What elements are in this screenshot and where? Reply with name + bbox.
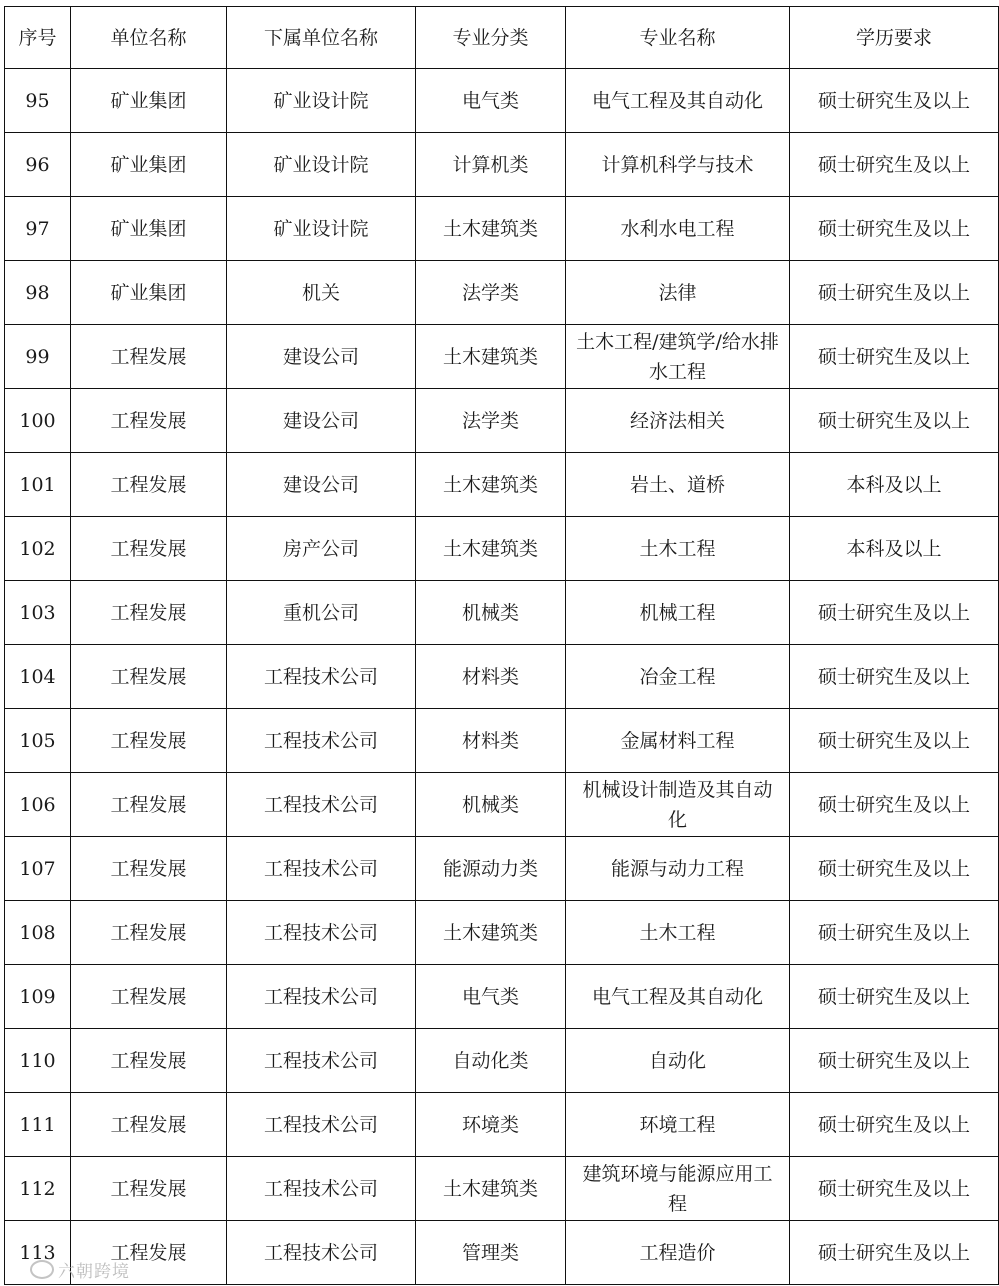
cell-major: 工程造价 — [566, 1221, 790, 1285]
cell-education: 硕士研究生及以上 — [790, 1221, 999, 1285]
cell-category: 环境类 — [416, 1093, 566, 1157]
cell-unit: 工程发展 — [71, 773, 227, 837]
table-row — [5, 517, 999, 581]
cell-unit: 工程发展 — [71, 645, 227, 709]
cell-major: 计算机科学与技术 — [566, 133, 790, 197]
cell-education: 硕士研究生及以上 — [790, 1157, 999, 1221]
cell-education: 硕士研究生及以上 — [790, 389, 999, 453]
header-unit: 单位名称 — [71, 7, 227, 69]
watermark — [30, 1257, 130, 1282]
cell-unit: 矿业集团 — [71, 69, 227, 133]
cell-education: 硕士研究生及以上 — [790, 581, 999, 645]
cell-sub-unit: 机关 — [227, 261, 416, 325]
table-row — [5, 389, 999, 453]
cell-education: 硕士研究生及以上 — [790, 261, 999, 325]
cell-seq: 96 — [5, 133, 71, 197]
table-row — [5, 69, 999, 133]
header-category: 专业分类 — [416, 7, 566, 69]
cell-major: 岩土、道桥 — [566, 453, 790, 517]
cell-unit: 工程发展 — [71, 965, 227, 1029]
cell-education: 硕士研究生及以上 — [790, 325, 999, 389]
cell-major: 土木工程/建筑学/给水排水工程 — [566, 325, 790, 389]
table-row — [5, 1157, 999, 1221]
cell-seq: 108 — [5, 901, 71, 965]
cell-seq: 100 — [5, 389, 71, 453]
cell-major: 土木工程 — [566, 901, 790, 965]
cell-category: 自动化类 — [416, 1029, 566, 1093]
cell-category: 电气类 — [416, 965, 566, 1029]
cell-unit: 工程发展 — [71, 1221, 227, 1285]
cell-sub-unit: 工程技术公司 — [227, 1157, 416, 1221]
table-row — [5, 1221, 999, 1285]
watermark-logo-icon — [30, 1260, 54, 1279]
cell-unit: 工程发展 — [71, 581, 227, 645]
header-education: 学历要求 — [790, 7, 999, 69]
cell-sub-unit: 建设公司 — [227, 325, 416, 389]
table-row — [5, 1029, 999, 1093]
table-row — [5, 325, 999, 389]
cell-education: 硕士研究生及以上 — [790, 133, 999, 197]
cell-seq: 107 — [5, 837, 71, 901]
header-seq: 序号 — [5, 7, 71, 69]
cell-seq: 103 — [5, 581, 71, 645]
cell-seq: 98 — [5, 261, 71, 325]
cell-category: 机械类 — [416, 581, 566, 645]
cell-category: 计算机类 — [416, 133, 566, 197]
recruitment-table — [4, 6, 999, 1285]
cell-seq: 105 — [5, 709, 71, 773]
cell-category: 法学类 — [416, 389, 566, 453]
table-row — [5, 1093, 999, 1157]
cell-category: 土木建筑类 — [416, 325, 566, 389]
table-header-row — [5, 7, 999, 69]
cell-major: 土木工程 — [566, 517, 790, 581]
cell-seq: 109 — [5, 965, 71, 1029]
table-body — [5, 69, 999, 1285]
cell-seq: 102 — [5, 517, 71, 581]
cell-category: 管理类 — [416, 1221, 566, 1285]
cell-education: 硕士研究生及以上 — [790, 773, 999, 837]
cell-category: 机械类 — [416, 773, 566, 837]
table-row — [5, 709, 999, 773]
cell-education: 硕士研究生及以上 — [790, 69, 999, 133]
cell-education: 硕士研究生及以上 — [790, 965, 999, 1029]
cell-seq: 106 — [5, 773, 71, 837]
cell-category: 材料类 — [416, 645, 566, 709]
cell-major: 电气工程及其自动化 — [566, 965, 790, 1029]
cell-unit: 工程发展 — [71, 709, 227, 773]
cell-category: 土木建筑类 — [416, 197, 566, 261]
cell-education: 硕士研究生及以上 — [790, 709, 999, 773]
cell-education: 硕士研究生及以上 — [790, 1093, 999, 1157]
cell-unit: 工程发展 — [71, 901, 227, 965]
cell-major: 自动化 — [566, 1029, 790, 1093]
cell-sub-unit: 房产公司 — [227, 517, 416, 581]
cell-sub-unit: 工程技术公司 — [227, 1029, 416, 1093]
cell-major: 冶金工程 — [566, 645, 790, 709]
table-row — [5, 901, 999, 965]
cell-sub-unit: 工程技术公司 — [227, 773, 416, 837]
cell-major: 金属材料工程 — [566, 709, 790, 773]
cell-sub-unit: 工程技术公司 — [227, 901, 416, 965]
cell-seq: 101 — [5, 453, 71, 517]
cell-major: 能源与动力工程 — [566, 837, 790, 901]
cell-sub-unit: 工程技术公司 — [227, 1093, 416, 1157]
cell-category: 土木建筑类 — [416, 453, 566, 517]
cell-unit: 工程发展 — [71, 837, 227, 901]
cell-category: 电气类 — [416, 69, 566, 133]
cell-category: 土木建筑类 — [416, 1157, 566, 1221]
table-row — [5, 645, 999, 709]
cell-major: 电气工程及其自动化 — [566, 69, 790, 133]
cell-sub-unit: 矿业设计院 — [227, 197, 416, 261]
table-row — [5, 453, 999, 517]
cell-sub-unit: 工程技术公司 — [227, 965, 416, 1029]
cell-education: 硕士研究生及以上 — [790, 837, 999, 901]
table-row — [5, 581, 999, 645]
header-sub-unit: 下属单位名称 — [227, 7, 416, 69]
cell-unit: 工程发展 — [71, 517, 227, 581]
cell-seq: 97 — [5, 197, 71, 261]
cell-unit: 工程发展 — [71, 453, 227, 517]
cell-unit: 工程发展 — [71, 1093, 227, 1157]
cell-seq: 113 — [5, 1221, 71, 1285]
table-row — [5, 133, 999, 197]
cell-education: 本科及以上 — [790, 453, 999, 517]
table-row — [5, 965, 999, 1029]
cell-unit: 工程发展 — [71, 1029, 227, 1093]
watermark-text: 六朝跨境 — [58, 1262, 130, 1282]
cell-education: 本科及以上 — [790, 517, 999, 581]
table-row — [5, 197, 999, 261]
cell-seq: 112 — [5, 1157, 71, 1221]
cell-seq: 95 — [5, 69, 71, 133]
cell-sub-unit: 工程技术公司 — [227, 1221, 416, 1285]
cell-major: 经济法相关 — [566, 389, 790, 453]
cell-seq: 104 — [5, 645, 71, 709]
table-row — [5, 773, 999, 837]
cell-major: 机械设计制造及其自动化 — [566, 773, 790, 837]
cell-sub-unit: 建设公司 — [227, 389, 416, 453]
cell-category: 材料类 — [416, 709, 566, 773]
cell-education: 硕士研究生及以上 — [790, 901, 999, 965]
table-row — [5, 261, 999, 325]
cell-sub-unit: 工程技术公司 — [227, 837, 416, 901]
cell-education: 硕士研究生及以上 — [790, 197, 999, 261]
cell-major: 环境工程 — [566, 1093, 790, 1157]
cell-seq: 99 — [5, 325, 71, 389]
cell-unit: 矿业集团 — [71, 261, 227, 325]
header-major: 专业名称 — [566, 7, 790, 69]
cell-education: 硕士研究生及以上 — [790, 645, 999, 709]
cell-unit: 矿业集团 — [71, 133, 227, 197]
cell-unit: 工程发展 — [71, 389, 227, 453]
cell-sub-unit: 矿业设计院 — [227, 69, 416, 133]
cell-category: 法学类 — [416, 261, 566, 325]
cell-unit: 矿业集团 — [71, 197, 227, 261]
cell-education: 硕士研究生及以上 — [790, 1029, 999, 1093]
cell-category: 土木建筑类 — [416, 517, 566, 581]
cell-category: 土木建筑类 — [416, 901, 566, 965]
cell-major: 机械工程 — [566, 581, 790, 645]
cell-unit: 工程发展 — [71, 1157, 227, 1221]
cell-unit: 工程发展 — [71, 325, 227, 389]
cell-category: 能源动力类 — [416, 837, 566, 901]
cell-major: 建筑环境与能源应用工程 — [566, 1157, 790, 1221]
cell-seq: 111 — [5, 1093, 71, 1157]
cell-major: 法律 — [566, 261, 790, 325]
cell-sub-unit: 矿业设计院 — [227, 133, 416, 197]
table-row — [5, 837, 999, 901]
cell-sub-unit: 重机公司 — [227, 581, 416, 645]
cell-seq: 110 — [5, 1029, 71, 1093]
cell-major: 水利水电工程 — [566, 197, 790, 261]
cell-sub-unit: 工程技术公司 — [227, 709, 416, 773]
cell-sub-unit: 建设公司 — [227, 453, 416, 517]
cell-sub-unit: 工程技术公司 — [227, 645, 416, 709]
